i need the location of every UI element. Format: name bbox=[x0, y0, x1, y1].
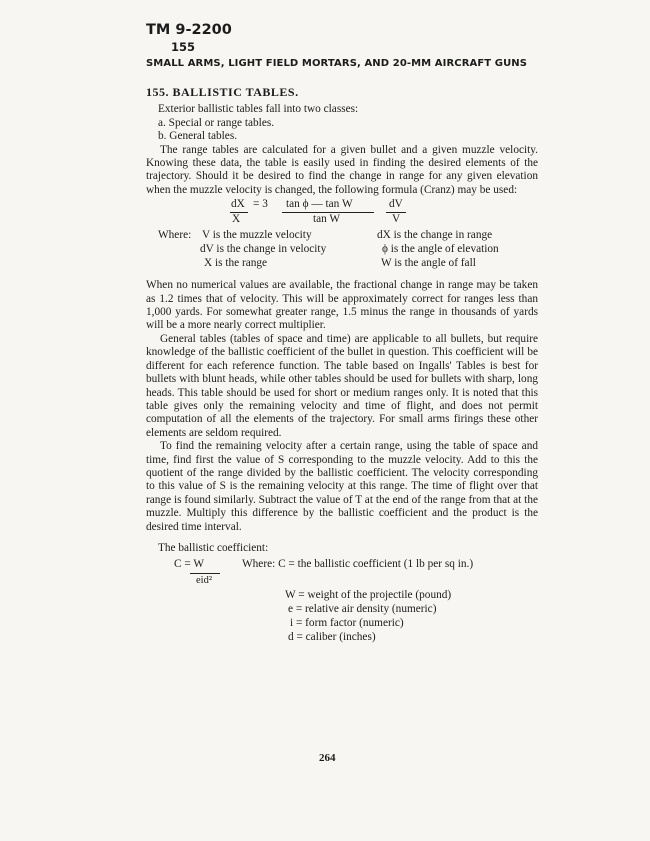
def-v: V is the muzzle velocity bbox=[202, 229, 312, 242]
cranz-formula bbox=[146, 198, 538, 226]
formula-tan-w: tan W bbox=[313, 213, 341, 226]
def-phi: ϕ is the angle of elevation bbox=[382, 243, 499, 256]
body-text bbox=[146, 86, 538, 642]
def-dx: dX is the change in range bbox=[377, 229, 493, 242]
bc-def-d: d = caliber (inches) bbox=[288, 630, 376, 643]
formula-x: X bbox=[232, 213, 241, 226]
formula-eq: = 3 bbox=[253, 198, 268, 211]
intro-line: Exterior ballistic tables fall into two classes: bbox=[158, 103, 359, 116]
class-a: a. Special or range tables. bbox=[158, 116, 275, 129]
bc-def-i: i = form factor (numeric) bbox=[290, 616, 404, 629]
running-title: SMALL ARMS, LIGHT FIELD MORTARS, AND 20-MM AIRCRAFT GUNS bbox=[146, 58, 528, 69]
paragraph-general-tables: General tables (tables of space and time) are applicable to all bullets, but require knowledge of the ballistic coefficient of the bullet in question. This coefficient will be different for each reference function. The table based on Ingalls' Tables is best for bullets with blunt heads, while other tables should be used for bullets with sharp, long heads. This table should be used for short or medium ranges only. It is noted that this table gives only the remaining velocity and time of flight, and does not permit computation of all the elements of the trajectory. For small arms firings these other elements are seldom required. bbox=[146, 332, 538, 439]
formula-dv: dV bbox=[389, 198, 403, 211]
def-dv: dV is the change in velocity bbox=[200, 243, 327, 256]
bc-label: The ballistic coefficient: bbox=[158, 541, 269, 554]
formula-dx: dX bbox=[231, 198, 245, 211]
paragraph-fractional-change: When no numerical values are available, the fractional change in range may be taken as 1.2 times that of velocity. This will be approximately correct for ranges less than 1,000 yards. For somewhat greater range, 1.5 minus the range in thousands of yards will be a more nearly correct multiplier. bbox=[146, 279, 538, 332]
bc-def-w: W = weight of the projectile (pound) bbox=[285, 588, 452, 601]
def-w: W is the angle of fall bbox=[381, 257, 476, 270]
paragraph-remaining-velocity: To find the remaining velocity after a certain range, using the table of space and time, find first the value of S corresponding to the muzzle velocity. Add to this the quotient of the range divided by the ballistic coefficient. The velocity corresponding to this value of S is the remaining velocity at this range. The time of flight over that range is found similarly. Subtract the value of T at the end of the range from that at the muzzle. Multiply this difference by the ballistic coefficient and the product is the desired time interval. bbox=[146, 440, 538, 533]
page-number: 264 bbox=[319, 752, 336, 764]
paragraph-range-tables: The range tables are calculated for a given bullet and a given muzzle velocity. Knowing these data, the table is easily used in finding the desired elements of the trajectory. Should it be desired to find the change in range for any given elevation when the muzzle velocity is changed, the following formula (Cranz) may be used: bbox=[146, 143, 538, 196]
formula-tan-diff: tan ϕ — tan W bbox=[286, 198, 353, 211]
bc-c-eq: C = W bbox=[174, 557, 205, 570]
formula-v: V bbox=[392, 213, 401, 226]
manual-number: TM 9-2200 bbox=[146, 22, 232, 38]
section-heading: 155. BALLISTIC TABLES. bbox=[146, 85, 299, 99]
bc-where-c: Where: C = the ballistic coefficient (1 lb per sq in.) bbox=[242, 557, 474, 570]
def-x: X is the range bbox=[204, 257, 268, 270]
bc-def-e: e = relative air density (numeric) bbox=[288, 602, 437, 615]
variable-definitions bbox=[146, 229, 538, 271]
section-number: 155 bbox=[171, 40, 196, 54]
where-label: Where: bbox=[158, 229, 192, 242]
bc-denominator: eid² bbox=[196, 574, 212, 586]
ballistic-coefficient-block bbox=[146, 542, 538, 642]
class-b: b. General tables. bbox=[158, 130, 238, 143]
